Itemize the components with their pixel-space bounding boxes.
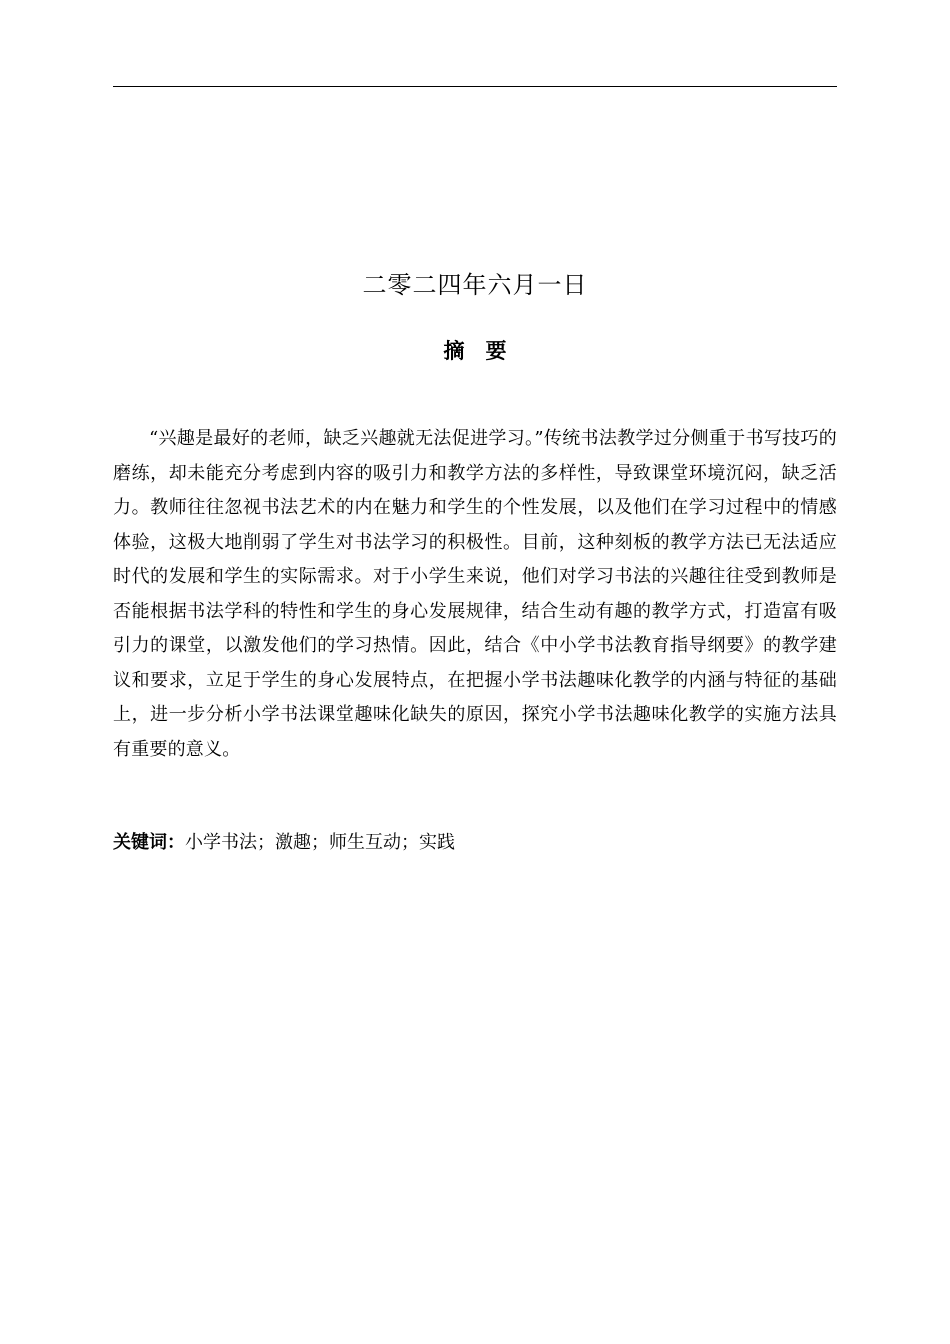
document-date: 二零二四年六月一日 [362,271,588,299]
keywords-value: 小学书法；激趣；师生互动；实践 [185,832,455,853]
abstract-body: “兴趣是最好的老师，缺乏兴趣就无法促进学习。”传统书法教学过分侧重于书写技巧的磨练，却未能充分考虑到内容的吸引力和教学方法的多样性，导致课堂环境沉闷，缺乏活力。教师往往忽视书法艺术的内在魅力和学生的个性发展，以及他们在学习过程中的情感体验，这极大地削弱了学生对书法学习的积极性。目前，这种刻板的教学方法已无法适应时代的发展和学生的实际需求。对于小学生来说，他们对学习书法的兴趣往往受到教师是否能根据书法学科的特性和学生的身心发展规律，结合生动有趣的教学方式，打造富有吸引力的课堂，以激发他们的学习热情。因此，结合《中小学书法教育指导纲要》的教学建议和要求，立足于学生的身心发展特点，在把握小学书法趣味化教学的内涵与特征的基础上，进一步分析小学书法课堂趣味化缺失的原因，探究小学书法趣味化教学的实施方法具有重要的意义。 [113,428,837,760]
abstract-title: 摘 要 [443,339,507,363]
keywords-line [113,828,837,858]
keywords-label: 关键词： [113,832,185,853]
header-rule [113,86,837,87]
